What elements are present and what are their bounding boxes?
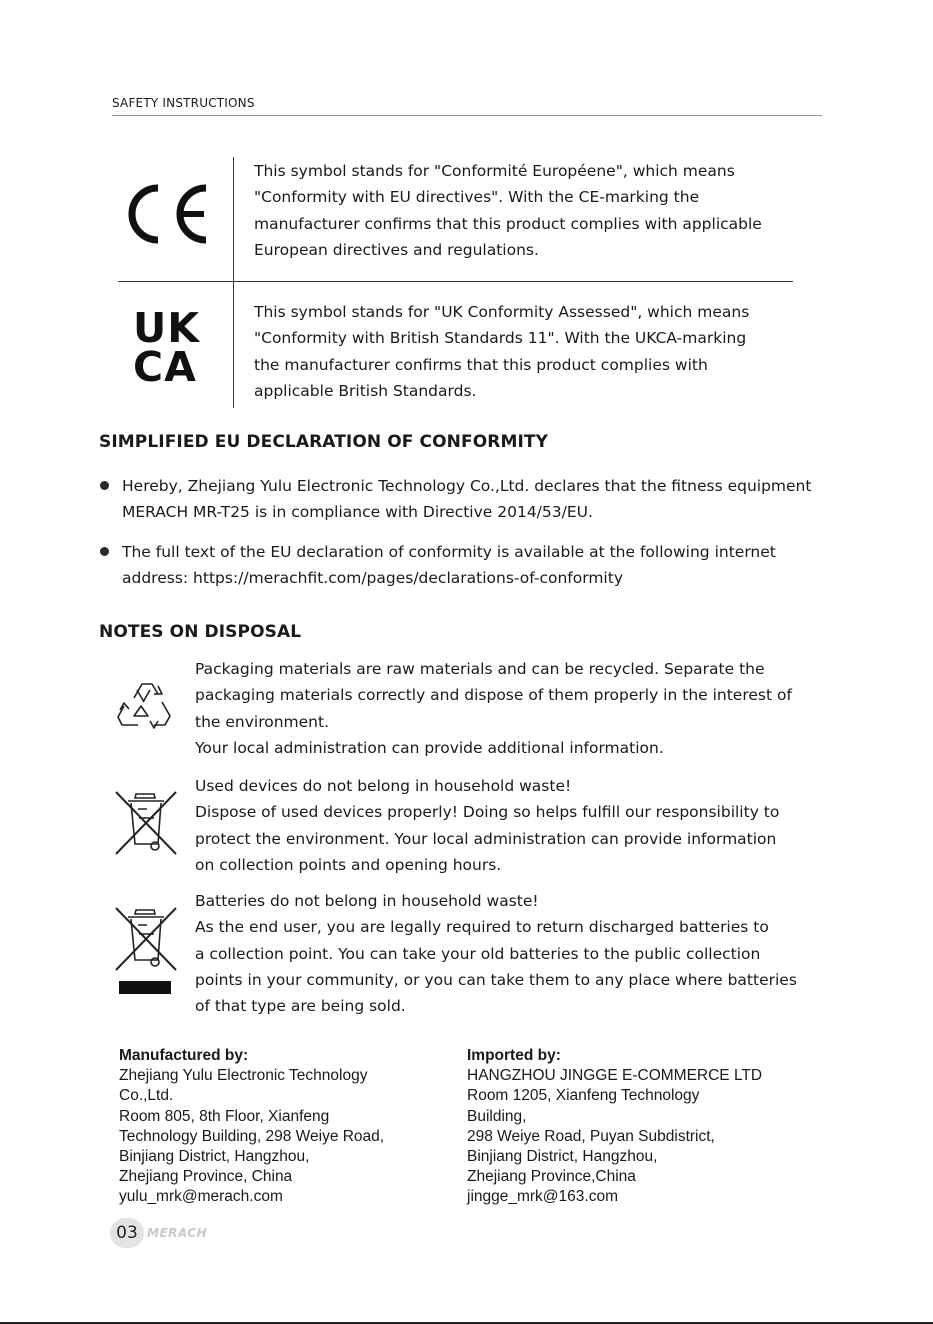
text-line: Hereby, Zhejiang Yulu Electronic Technology Co.,Ltd. declares that the fitness equipment [122, 477, 812, 495]
page-number: 03 [110, 1218, 144, 1248]
text-line: MERACH MR-T25 is in compliance with Directive 2014/53/EU. [122, 503, 593, 522]
importer-email: jingge_mrk@163.com [467, 1188, 618, 1206]
address-line: 298 Weiye Road, Puyan Subdistrict, [467, 1127, 715, 1145]
address-line: Binjiang District, Hangzhou, [119, 1148, 310, 1166]
declaration-bullet [122, 473, 811, 526]
bullet-dot [100, 547, 109, 556]
text-line: points in your community, or you can take them to any place where batteries [195, 970, 797, 989]
text-line: a collection point. You can take your old batteries to the public collection [195, 944, 761, 963]
text-line: Dispose of used devices properly! Doing so helps fulfill our responsibility to [195, 803, 780, 822]
ukca-mark-bottom: CA [133, 343, 197, 391]
text-line: "Conformity with EU directives". With the CE-marking the [254, 188, 700, 207]
declaration-title: SIMPLIFIED EU DECLARATION OF CONFORMITY [99, 432, 548, 452]
address-line: Building, [467, 1107, 527, 1125]
address-line: HANGZHOU JINGGE E-COMMERCE LTD [467, 1067, 763, 1085]
disposal-item-packaging [195, 656, 792, 761]
text-line: This symbol stands for "Conformité Européene", which means [254, 162, 735, 180]
disposal-item-batteries [195, 888, 797, 1019]
text-line: the environment. [195, 712, 330, 731]
symbol-table-horizontal-divider [118, 281, 793, 282]
bullet-dot [100, 481, 109, 490]
importer-heading: Imported by: [467, 1047, 561, 1064]
ce-description [254, 158, 762, 263]
text-line: applicable British Standards. [254, 381, 477, 400]
text-line: Packaging materials are raw materials and can be recycled. Separate the [195, 660, 765, 678]
disposal-item-devices [195, 773, 779, 878]
text-line: protect the environment. Your local administration can provide information [195, 829, 777, 848]
section-header: SAFETY INSTRUCTIONS [112, 96, 255, 110]
address-line: Co.,Ltd. [119, 1087, 174, 1105]
text-line: "Conformity with British Standards 11". With the UKCA-marking [254, 329, 747, 348]
disposal-title: NOTES ON DISPOSAL [99, 622, 302, 642]
text-line: manufacturer confirms that this product complies with applicable [254, 214, 762, 233]
text-line: Batteries do not belong in household waste! [195, 892, 539, 910]
address-line: Zhejiang Province, China [119, 1168, 293, 1186]
ce-marking-icon [126, 184, 212, 244]
manufacturer-email: yulu_mrk@merach.com [119, 1188, 283, 1206]
crossed-out-battery-bin-icon [114, 906, 178, 996]
address-line: Technology Building, 298 Weiye Road, [119, 1127, 385, 1145]
text-line: packaging materials correctly and dispose of them properly in the interest of [195, 686, 792, 705]
text-line: Your local administration can provide additional information. [195, 738, 664, 757]
crossed-out-wheelie-bin-icon [114, 790, 178, 856]
address-line: Zhejiang Province,China [467, 1168, 636, 1186]
address-line: Binjiang District, Hangzhou, [467, 1148, 658, 1166]
recycle-icon [114, 676, 176, 736]
header-divider [112, 115, 822, 116]
brand-logo: MERACH [147, 1226, 208, 1240]
address-line: Room 1205, Xianfeng Technology [467, 1087, 700, 1105]
text-line: This symbol stands for "UK Conformity Assessed", which means [254, 303, 750, 321]
text-line: the manufacturer confirms that this product complies with [254, 355, 708, 374]
text-line: As the end user, you are legally required to return discharged batteries to [195, 918, 769, 937]
text-line: address: https://merachfit.com/pages/declarations-of-conformity [122, 569, 623, 588]
manufacturer-heading: Manufactured by: [119, 1047, 249, 1064]
declaration-bullet [122, 539, 776, 592]
text-line: Used devices do not belong in household waste! [195, 777, 572, 795]
address-line: Room 805, 8th Floor, Xianfeng [119, 1107, 330, 1125]
ukca-marking-icon [133, 304, 213, 391]
address-line: Zhejiang Yulu Electronic Technology [119, 1067, 368, 1085]
manufacturer-block [119, 1046, 384, 1208]
text-line: The full text of the EU declaration of conformity is available at the following internet [122, 543, 776, 561]
importer-block [467, 1046, 762, 1208]
ukca-mark-top: UK [133, 304, 201, 352]
symbol-table-vertical-divider [233, 157, 234, 408]
text-line: of that type are being sold. [195, 997, 406, 1016]
text-line: European directives and regulations. [254, 240, 539, 259]
ukca-description [254, 299, 749, 404]
text-line: on collection points and opening hours. [195, 855, 502, 874]
